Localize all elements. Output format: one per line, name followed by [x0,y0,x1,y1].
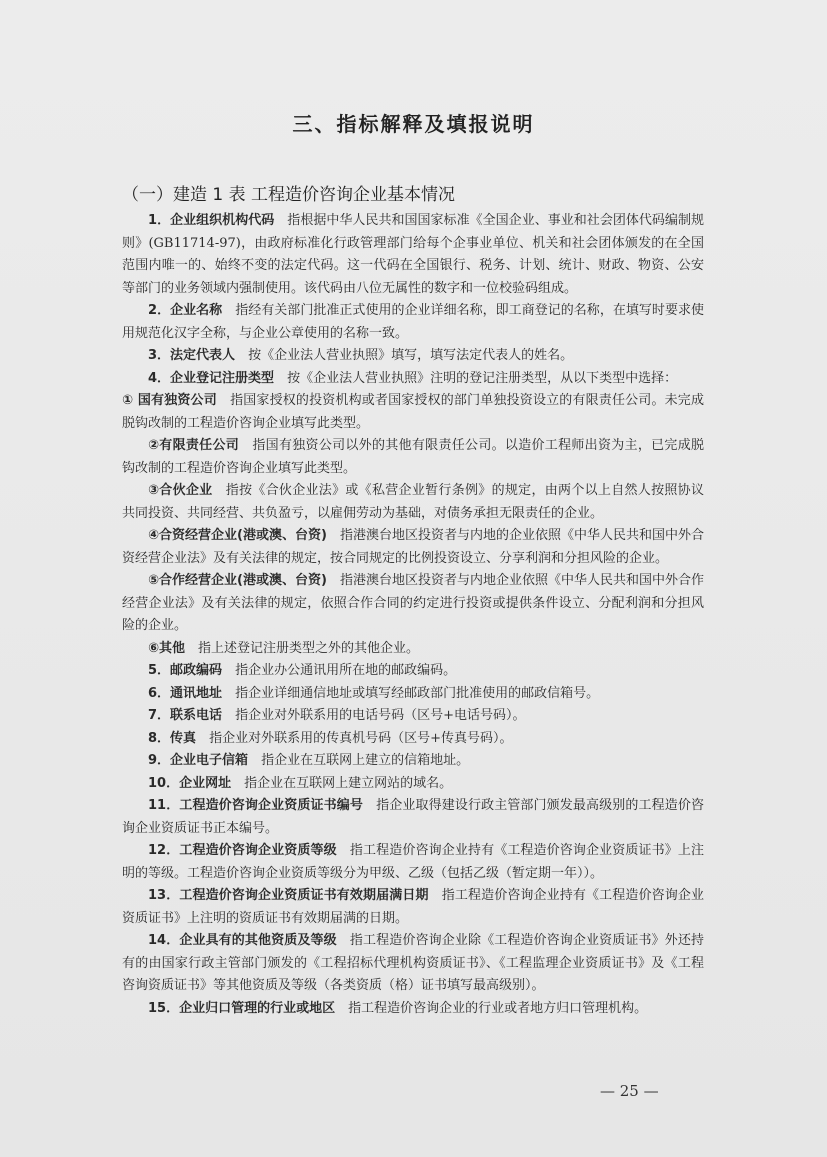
definition-item [122,435,704,480]
definition-item [122,885,704,930]
definition-term: ③合伙企业 [148,483,213,498]
definition-item [122,525,704,570]
definition-text: 指经有关部门批准正式使用的企业详细名称，即工商登记的名称，在填写时要求使用规范化汉字全称，与企业公章使用的名称一致。 [122,303,704,341]
definition-text: 指企业取得建设行政主管部门颁发最高级别的工程造价咨询企业资质证书正本编号。 [122,798,704,836]
definition-term: 14．企业具有的其他资质及等级 [148,933,337,948]
definition-item [122,210,704,300]
definition-text: 指企业办公通讯用所在地的邮政编码。 [235,663,457,678]
definition-term: 15．企业归口管理的行业或地区 [148,1000,336,1016]
definition-text: 指港澳台地区投资者与内地企业依照《中华人民共和国中外合作经营企业法》及有关法律的规定，依照合作合同的约定进行投资或提供条件设立、分配利润和分担风险的企业。 [122,573,704,633]
definition-text: 指工程造价咨询企业持有《工程造价咨询企业资质证书》上注明的等级。工程造价咨询企业资质等级分为甲级、乙级（包括乙级（暂定期一年））。 [122,843,704,881]
definition-item [122,728,704,751]
definition-item [122,345,704,368]
definition-term: 1．企业组织机构代码 [148,213,275,228]
definition-text: 指企业详细通信地址或填写经邮政部门批准使用的邮政信箱号。 [235,685,600,701]
definition-text: 指企业对外联系用的电话号码（区号+电话号码）。 [235,708,526,723]
section-heading: （一）建造 1 表 工程造价咨询企业基本情况 [122,185,456,205]
definition-term: 11．工程造价咨询企业资质证书编号 [148,798,363,813]
definition-term: 10．企业网址 [148,775,232,791]
definition-text: 指工程造价咨询企业的行业或者地方归口管理机构。 [348,1000,648,1016]
definition-item [122,930,704,998]
definition-term: 12．工程造价咨询企业资质等级 [148,843,337,858]
definition-term: 5．邮政编码 [148,663,223,678]
definition-term: 4．企业登记注册类型 [148,370,275,386]
definition-term: ⑤合作经营企业(港或澳、台资) [148,573,327,588]
page-number: — 25 — [600,1082,659,1100]
definition-text: 指港澳台地区投资者与内地的企业依照《中华人民共和国中外合资经营企业法》及有关法律的规定，按合同规定的比例投资设立、分享利润和分担风险的企业。 [122,528,704,566]
definition-text: 指企业在互联网上建立网站的域名。 [244,775,453,791]
definition-text: 按《企业法人营业执照》注明的登记注册类型，从以下类型中选择： [287,370,678,386]
definition-item [122,773,704,796]
page-title: 三、指标解释及填报说明 [292,112,535,136]
definition-term: 2．企业名称 [148,303,223,318]
definition-item [122,480,704,525]
definition-item [122,998,704,1021]
definition-term: ②有限责任公司 [148,438,240,453]
definition-term: 3．法定代表人 [148,348,236,363]
definition-text: 指国家授权的投资机构或者国家授权的部门单独投资设立的有限责任公司。未完成脱钩改制的工程造价咨询企业填写此类型。 [122,393,704,431]
definition-term: 6．通讯地址 [148,685,223,701]
definition-term: 13．工程造价咨询企业资质证书有效期届满日期 [148,888,429,903]
definition-text: 按《企业法人营业执照》填写，填写法定代表人的姓名。 [248,348,574,363]
definition-text: 指上述登记注册类型之外的其他企业。 [198,640,420,656]
definition-item [122,638,704,661]
definition-term: 9．企业电子信箱 [148,753,249,768]
definition-term: ⑥其他 [148,640,186,656]
definition-item [122,840,704,885]
definition-item [122,300,704,345]
definition-item [122,705,704,728]
definition-text: 指工程造价咨询企业除《工程造价咨询企业资质证书》外还持有的由国家行政主管部门颁发的《工程招标代理机构资质证书》、《工程监理企业资质证书》及《工程咨询资质证书》等其他资质及等级（各类资质（格）证书填写最高级别）。 [122,933,704,993]
definition-item [122,368,704,391]
definition-text: 指企业对外联系用的传真机号码（区号+传真号码）。 [209,730,513,746]
definition-item [122,795,704,840]
definition-term: ④合资经营企业(港或澳、台资) [148,528,327,543]
definition-text: 指根据中华人民共和国国家标准《全国企业、事业和社会团体代码编制规则》(GB11714-97)，由政府标准化行政管理部门给每个企事业单位、机关和社会团体颁发的在全国范围内唯一的、始终不变的法定代码。这一代码在全国银行、税务、计划、统计、财政、物资、公安等部门的业务领域内强制使用。该代码由八位无属性的数字和一位校验码组成。 [122,213,704,296]
definition-term: 7．联系电话 [148,708,223,723]
definition-text: 指企业在互联网上建立的信箱地址。 [261,753,470,768]
definition-item [122,390,704,435]
item-list [122,210,704,1020]
definition-item [122,683,704,706]
definition-term: ① 国有独资公司 [122,393,217,408]
definition-item [122,660,704,683]
definition-text: 指国有独资公司以外的其他有限责任公司。以造价工程师出资为主，已完成脱钩改制的工程造价咨询企业填写此类型。 [122,438,704,476]
definition-item [122,570,704,638]
definition-item [122,750,704,773]
definition-text: 指工程造价咨询企业持有《工程造价咨询企业资质证书》上注明的资质证书有效期届满的日期。 [122,888,704,926]
definition-term: 8．传真 [148,730,197,746]
definition-text: 指按《合伙企业法》或《私营企业暂行条例》的规定，由两个以上自然人按照协议共同投资、共同经营、共负盈亏，以雇佣劳动为基础，对债务承担无限责任的企业。 [122,483,704,521]
